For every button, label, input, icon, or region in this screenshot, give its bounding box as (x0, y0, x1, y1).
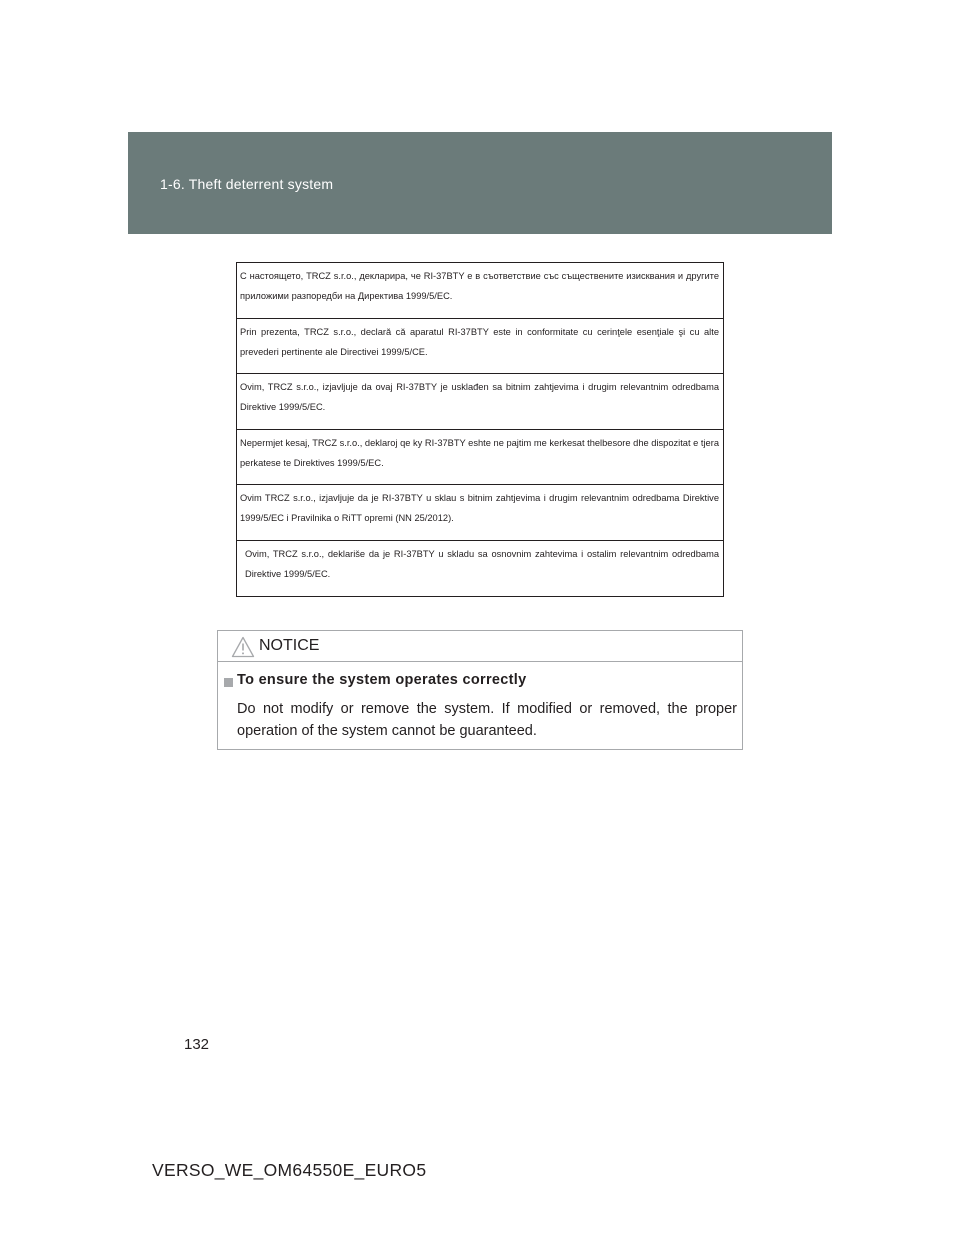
square-bullet-icon (224, 678, 233, 687)
declaration-row-ro: Prin prezenta, TRCZ s.r.o., declară că aparatul RI-37BTY este in conformitate cu cerinţele esenţiale şi cu alte prevederi pertinente ale Directivei 1999/5/CE. (237, 319, 723, 375)
declaration-row-sr: Ovim, TRCZ s.r.o., izjavljuje da ovaj RI-37BTY je usklađen sa bitnim zahtjevima i drugim relevantnim odredbama Direktive 1999/5/EC. (237, 374, 723, 430)
declaration-row-bg: С настоящето, TRCZ s.r.o., декларира, че RI-37BTY е в съответствие със съществените изисквания и другите приложими разпоредби на Директива 1999/5/ЕС. (237, 263, 723, 319)
declaration-row-hr: Ovim TRCZ s.r.o., izjavljuje da je RI-37BTY u sklau s bitnim zahtjevima i drugim relevantnim odredbama Direktive 1999/5/EC i Pravilnika o RiTT opremi (NN 25/2012). (237, 485, 723, 541)
section-header-band (128, 132, 832, 234)
section-title: 1-6. Theft deterrent system (160, 176, 334, 192)
document-code: VERSO_WE_OM64550E_EURO5 (152, 1160, 427, 1180)
notice-paragraph: Do not modify or remove the system. If modified or removed, the proper operation of the system cannot be guaranteed. (237, 701, 737, 739)
notice-title: NOTICE (259, 637, 320, 654)
declaration-row-sq: Nepermjet kesaj, TRCZ s.r.o., deklaroj qe ky RI-37BTY eshte ne pajtim me kerkesat thelbesore dhe dispozitat e tjera perkatese te Direktives 1999/5/EC. (237, 430, 723, 486)
declaration-row-bs: Ovim, TRCZ s.r.o., deklariše da je RI-37BTY u skladu sa osnovnim zahtevima i ostalim relevantnim odredbama Direktive 1999/5/EC. (245, 548, 719, 579)
declaration-table (236, 262, 724, 597)
notice-box (217, 630, 743, 750)
page-number: 132 (184, 1036, 210, 1053)
notice-header (218, 631, 742, 662)
warning-triangle-icon (231, 636, 255, 658)
notice-heading: To ensure the system operates correctly (237, 672, 527, 688)
